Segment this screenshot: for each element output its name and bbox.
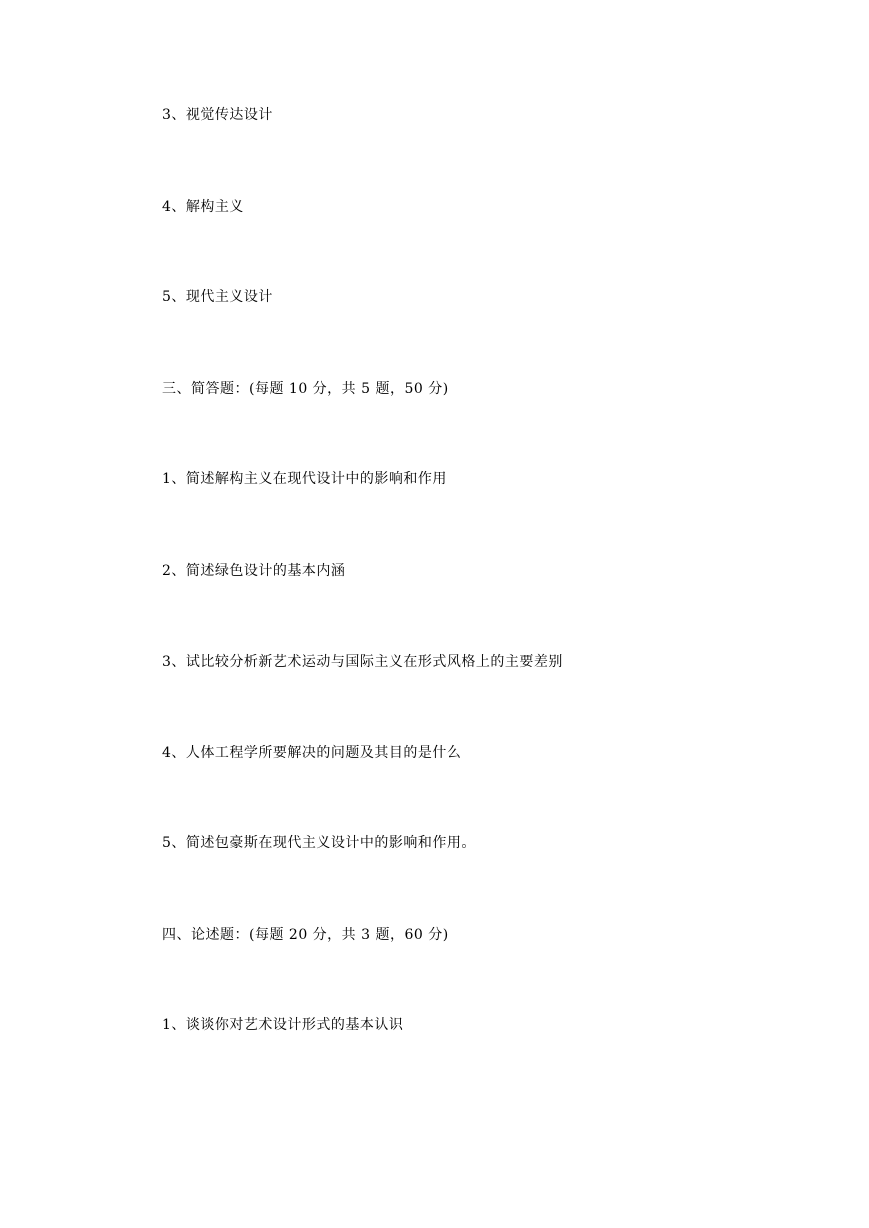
noun-item-4: 4、解构主义 — [162, 199, 244, 215]
section-heading-essay: 四、论述题：(每题 20 分，共 3 题，60 分) — [162, 927, 449, 943]
short-answer-question-2: 2、简述绿色设计的基本内涵 — [162, 563, 346, 579]
essay-question-1: 1、谈谈你对艺术设计形式的基本认识 — [162, 1017, 404, 1033]
short-answer-question-1: 1、简述解构主义在现代设计中的影响和作用 — [162, 471, 447, 487]
short-answer-question-3: 3、试比较分析新艺术运动与国际主义在形式风格上的主要差别 — [162, 654, 563, 670]
section-heading-short-answer: 三、简答题：(每题 10 分，共 5 题，50 分) — [162, 381, 449, 397]
short-answer-question-4: 4、人体工程学所要解决的问题及其目的是什么 — [162, 745, 462, 761]
noun-item-3: 3、视觉传达设计 — [162, 107, 273, 123]
noun-item-5: 5、现代主义设计 — [162, 289, 273, 305]
short-answer-question-5: 5、简述包豪斯在现代主义设计中的影响和作用。 — [162, 835, 476, 851]
